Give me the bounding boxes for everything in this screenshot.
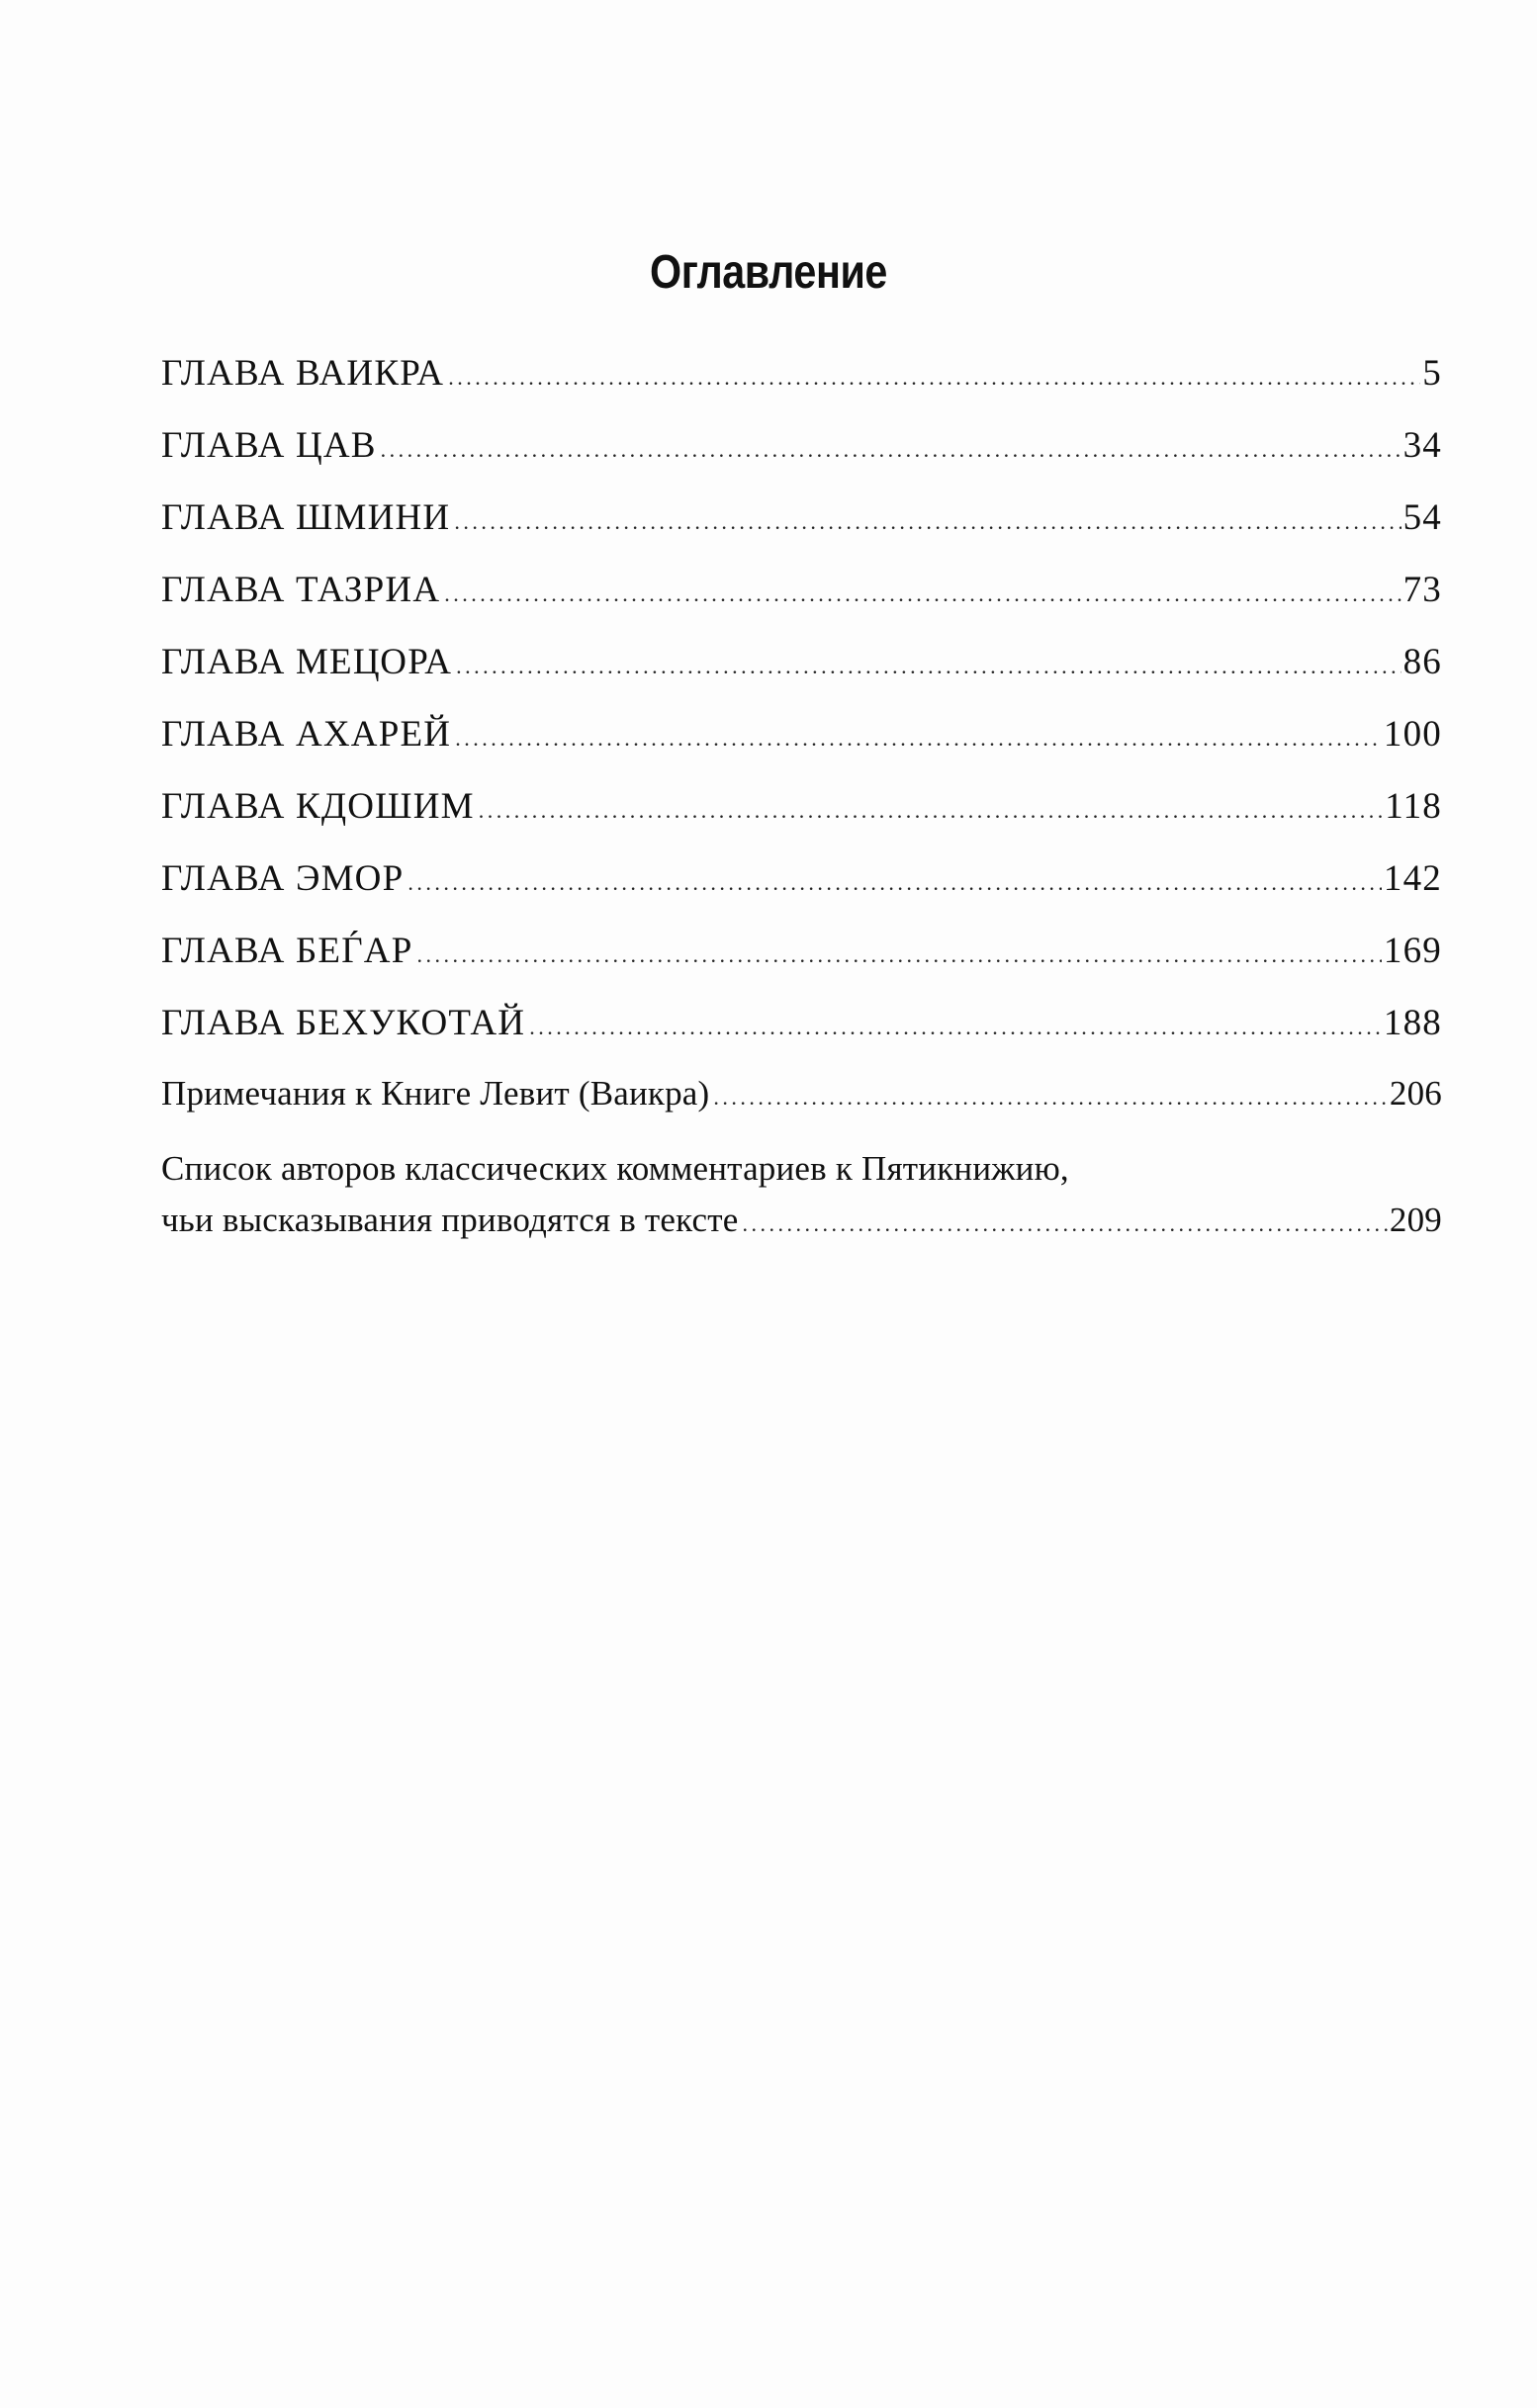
entry-page-number: 169 [1383, 931, 1442, 971]
toc-entry-kdoshim[interactable] [161, 785, 1442, 828]
toc-title: Оглавление [650, 246, 887, 299]
toc-entry-vaikra[interactable] [161, 352, 1442, 395]
dot-leader [444, 583, 1401, 605]
dot-leader [742, 1213, 1387, 1235]
toc-entry-behar[interactable] [161, 930, 1442, 972]
toc-entry-notes[interactable] [161, 1074, 1442, 1114]
toc-entry-tsav[interactable] [161, 424, 1442, 467]
entry-label: ГЛАВА МЕЦОРА [161, 642, 453, 682]
entry-page-number: 73 [1402, 570, 1442, 610]
entry-page-number: 142 [1383, 858, 1442, 899]
entry-label: ГЛАВА ЭМОР [161, 858, 405, 899]
entry-page-number: 54 [1402, 497, 1442, 538]
entry-label: ГЛАВА АХАРЕЙ [161, 714, 452, 755]
entry-label: ГЛАВА ТАЗРИА [161, 570, 441, 610]
entry-page-number: 188 [1383, 1003, 1442, 1043]
entry-label: ГЛАВА ВАИКРА [161, 353, 445, 394]
dot-leader [448, 367, 1420, 389]
dot-leader [381, 439, 1401, 461]
entry-label: ГЛАВА ЦАВ [161, 425, 377, 466]
entry-label: чьи высказывания приводятся в тексте [161, 1201, 739, 1239]
entry-page-number: 100 [1383, 714, 1442, 755]
dot-leader [455, 728, 1382, 750]
entry-page-number: 206 [1389, 1074, 1442, 1113]
toc-entry-authors[interactable] [161, 1201, 1442, 1240]
entry-label: ГЛАВА БЕЃАР [161, 931, 413, 971]
dot-leader [529, 1017, 1382, 1038]
entry-page-number: 86 [1402, 642, 1442, 682]
entry-label: ГЛАВА БЕХУКОТАЙ [161, 1003, 526, 1043]
entry-label: ГЛАВА КДОШИМ [161, 786, 475, 827]
entry-page-number: 118 [1385, 786, 1442, 827]
dot-leader [456, 656, 1401, 677]
dot-leader [713, 1087, 1387, 1109]
toc-entry-metsora[interactable] [161, 641, 1442, 683]
entry-page-number: 34 [1402, 425, 1442, 466]
toc-entry-authors-line1: Список авторов классических комментариев к Пятикнижию, [161, 1149, 1069, 1188]
toc-entry-aharei[interactable] [161, 713, 1442, 756]
toc-entry-behukotai[interactable] [161, 1002, 1442, 1044]
entry-page-number: 5 [1422, 353, 1442, 394]
dot-leader [416, 944, 1381, 966]
dot-leader [407, 872, 1382, 894]
entry-label: Примечания к Книге Левит (Ваикра) [161, 1074, 710, 1113]
dot-leader [454, 511, 1401, 533]
entry-page-number: 209 [1389, 1201, 1442, 1239]
toc-entry-shmini[interactable] [161, 496, 1442, 539]
entry-label: ГЛАВА ШМИНИ [161, 497, 451, 538]
toc-entry-emor[interactable] [161, 857, 1442, 900]
dot-leader [479, 800, 1384, 822]
toc-entry-tazria[interactable] [161, 569, 1442, 611]
